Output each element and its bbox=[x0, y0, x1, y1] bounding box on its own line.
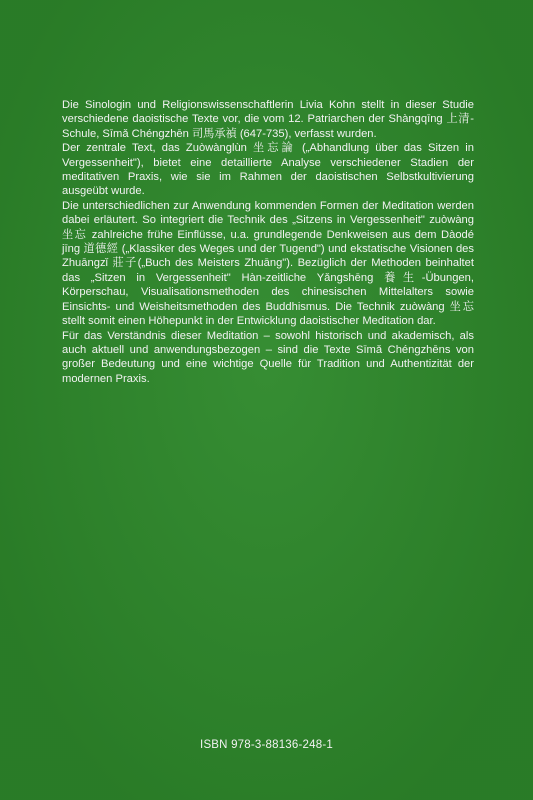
isbn-number: ISBN 978-3-88136-248-1 bbox=[200, 739, 333, 751]
blurb-text bbox=[62, 98, 474, 386]
blurb-paragraph-2: Der zentrale Text, das Zuòwànglùn 坐忘論 („Abhandlung über das Sitzen in Vergessenheit"), bietet eine detaillierte Analyse verschiedener Stadien der meditativen Praxis, wie sie im Rahmen der daoistischen Selbstkultivierung ausgeübt wurde. bbox=[62, 142, 474, 198]
blurb-paragraph-4: Für das Verständnis dieser Meditation – sowohl historisch und akademisch, als auch aktuell und anwendungsbezogen – sind die Texte Sīmǎ Chéngzhēns von großer Bedeutung und eine wichtige Quelle für Tradition und Authentizität der modernen Praxis. bbox=[62, 329, 474, 385]
blurb-paragraph-1: Die Sinologin und Religionswissenschaftlerin Livia Kohn stellt in dieser Studie verschiedene daoistische Texte vor, die vom 12. Patriarchen der Shàngqīng 上清-Schule, Sīmǎ Chéngzhēn 司馬承禎 (647-735), verfasst wurden. bbox=[62, 99, 474, 140]
blurb-paragraph-3: Die unterschiedlichen zur Anwendung kommenden Formen der Meditation werden dabei erläutert. So integriert die Technik des „Sitzens in Vergessenheit" zuòwàng 坐忘 zahlreiche frühe Einflüsse, u.a. grundlegende Denkweisen aus dem Dàodé jīng 道德經 („Klassiker des Weges und der Tugend") und ekstatische Visionen des Zhuāngzǐ 莊子(„Buch des Meisters Zhuāng"). Bezüglich der Methoden beinhaltet das „Sitzen in Vergessenheit" Hàn-zeitliche Yǎngshēng 養生-Übungen, Körperschau, Visualisationsmethoden des chinesischen Mittelalters sowie Einsichts- und Weisheitsmethoden des Buddhismus. Die Technik zuòwàng 坐忘 stellt somit einen Höhepunkt in der Entwicklung daoistischer Meditation dar. bbox=[62, 199, 474, 328]
